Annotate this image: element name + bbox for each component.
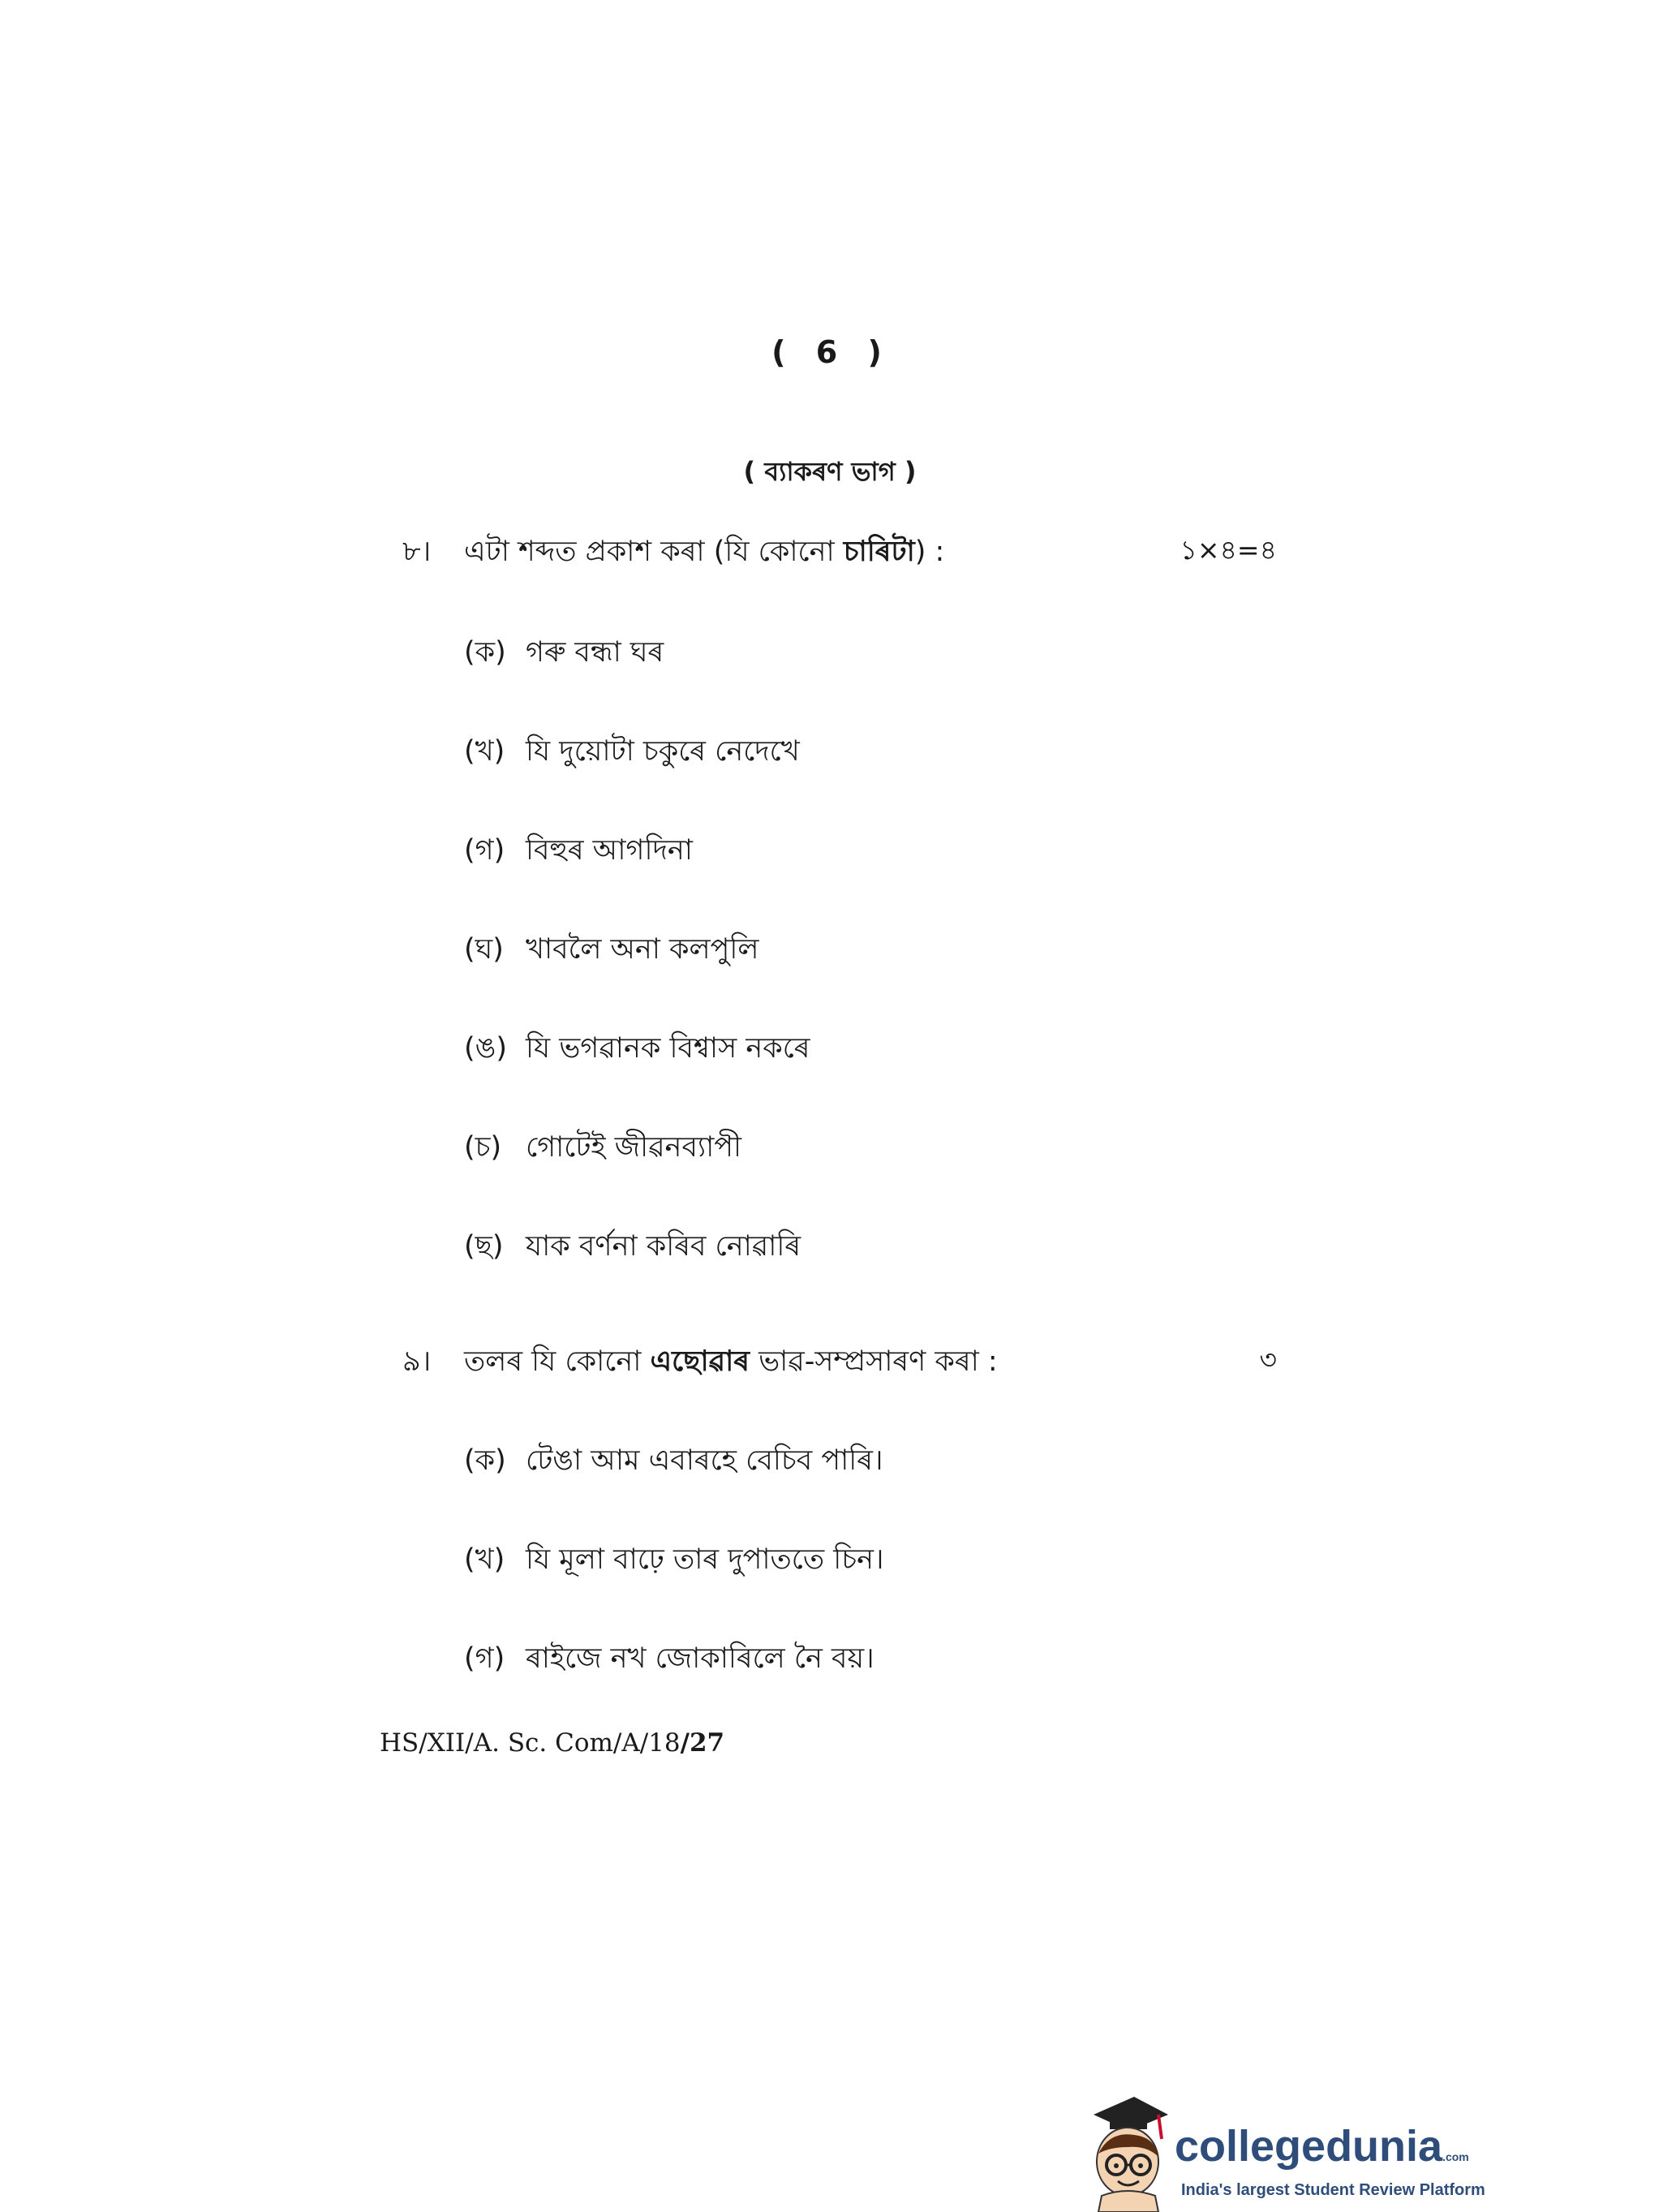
q8-option-text: গৰু বন্ধা ঘৰ	[526, 636, 664, 669]
q8-option-text: যি ভগৱানক বিশ্বাস নকৰে	[526, 1032, 810, 1065]
q8-option	[464, 1125, 741, 1173]
q8-option	[464, 927, 758, 975]
q8-option	[464, 828, 693, 876]
page-number: ( 6 )	[771, 334, 892, 370]
q8-option-label: (ছ)	[464, 1230, 504, 1263]
q9-option	[464, 1438, 883, 1486]
q8-option	[464, 630, 664, 678]
question-8-text	[464, 529, 944, 577]
logo-wordmark	[1175, 2121, 1469, 2171]
q8-option	[464, 729, 800, 777]
paper-code	[380, 1728, 724, 1758]
question-8-number: ৮।	[402, 536, 432, 568]
q8-option-label: (খ)	[464, 735, 505, 768]
q9-option-label: (ক)	[464, 1444, 506, 1477]
q8-option-label: (চ)	[464, 1131, 502, 1164]
q8-option-text: খাবলৈ অনা কলপুলি	[526, 933, 759, 966]
q9-option-text: যি মূলা বাঢ়ে তাৰ দুপাততে চিন।	[526, 1543, 884, 1576]
question-9	[0, 1339, 1450, 1379]
question-9-marks: ৩	[1259, 1344, 1277, 1375]
question-9-text	[464, 1339, 998, 1387]
question-9-text-bold: এছোৱাৰ	[650, 1345, 750, 1378]
q8-option-text: গোটেই জীৱনব্যাপী	[526, 1131, 742, 1164]
q8-option-label: (ঙ)	[464, 1032, 507, 1065]
question-9-text-start: তলৰ যি কোনো	[464, 1345, 651, 1378]
question-8-text-end: ) :	[914, 536, 945, 568]
q8-option-label: (ঘ)	[464, 933, 504, 966]
q8-option-label: (গ)	[464, 834, 505, 867]
question-9-text-end: ভাৱ-সম্প্ৰসাৰণ কৰা :	[749, 1345, 998, 1378]
question-8-text-start: এটা শব্দত প্ৰকাশ কৰা (যি কোনো	[464, 536, 844, 568]
logo-dotcom: .com	[1442, 2150, 1469, 2163]
q9-option	[464, 1636, 874, 1684]
q8-option-label: (ক)	[464, 636, 506, 669]
q8-option	[464, 1224, 801, 1272]
question-8-marks: ১×৪=৪	[1180, 534, 1277, 566]
logo-name: collegedunia	[1175, 2122, 1443, 2171]
q8-option-text: যাক বৰ্ণনা কৰিব নোৱাৰি	[526, 1230, 801, 1263]
q8-option-text: বিহুৰ আগদিনা	[526, 834, 693, 867]
q9-option-label: (গ)	[464, 1642, 505, 1675]
question-8-text-bold: চাৰিটা	[843, 536, 915, 568]
q8-option	[464, 1026, 810, 1074]
section-title: ( ব্যাকৰণ ভাগ )	[743, 456, 917, 487]
paper-code-suffix: /27	[680, 1728, 725, 1758]
question-9-number: ৯।	[402, 1345, 432, 1378]
q9-option-label: (খ)	[464, 1543, 505, 1576]
mascot-icon	[1077, 2090, 1175, 2212]
logo-tagline: India's largest Student Review Platform	[1181, 2181, 1485, 2199]
collegedunia-logo	[1077, 2090, 1485, 2212]
q9-option-text: ৰাইজে নখ জোকাৰিলে নৈ বয়।	[526, 1642, 874, 1675]
q9-option-text: টেঙা আম এবাৰহে বেচিব পাৰি।	[526, 1444, 883, 1477]
q8-option-text: যি দুয়োটা চকুৰে নেদেখে	[526, 735, 800, 768]
question-8	[0, 529, 1450, 570]
paper-code-prefix: HS/XII/A. Sc. Com/A/18	[380, 1728, 681, 1758]
q9-option	[464, 1537, 884, 1585]
